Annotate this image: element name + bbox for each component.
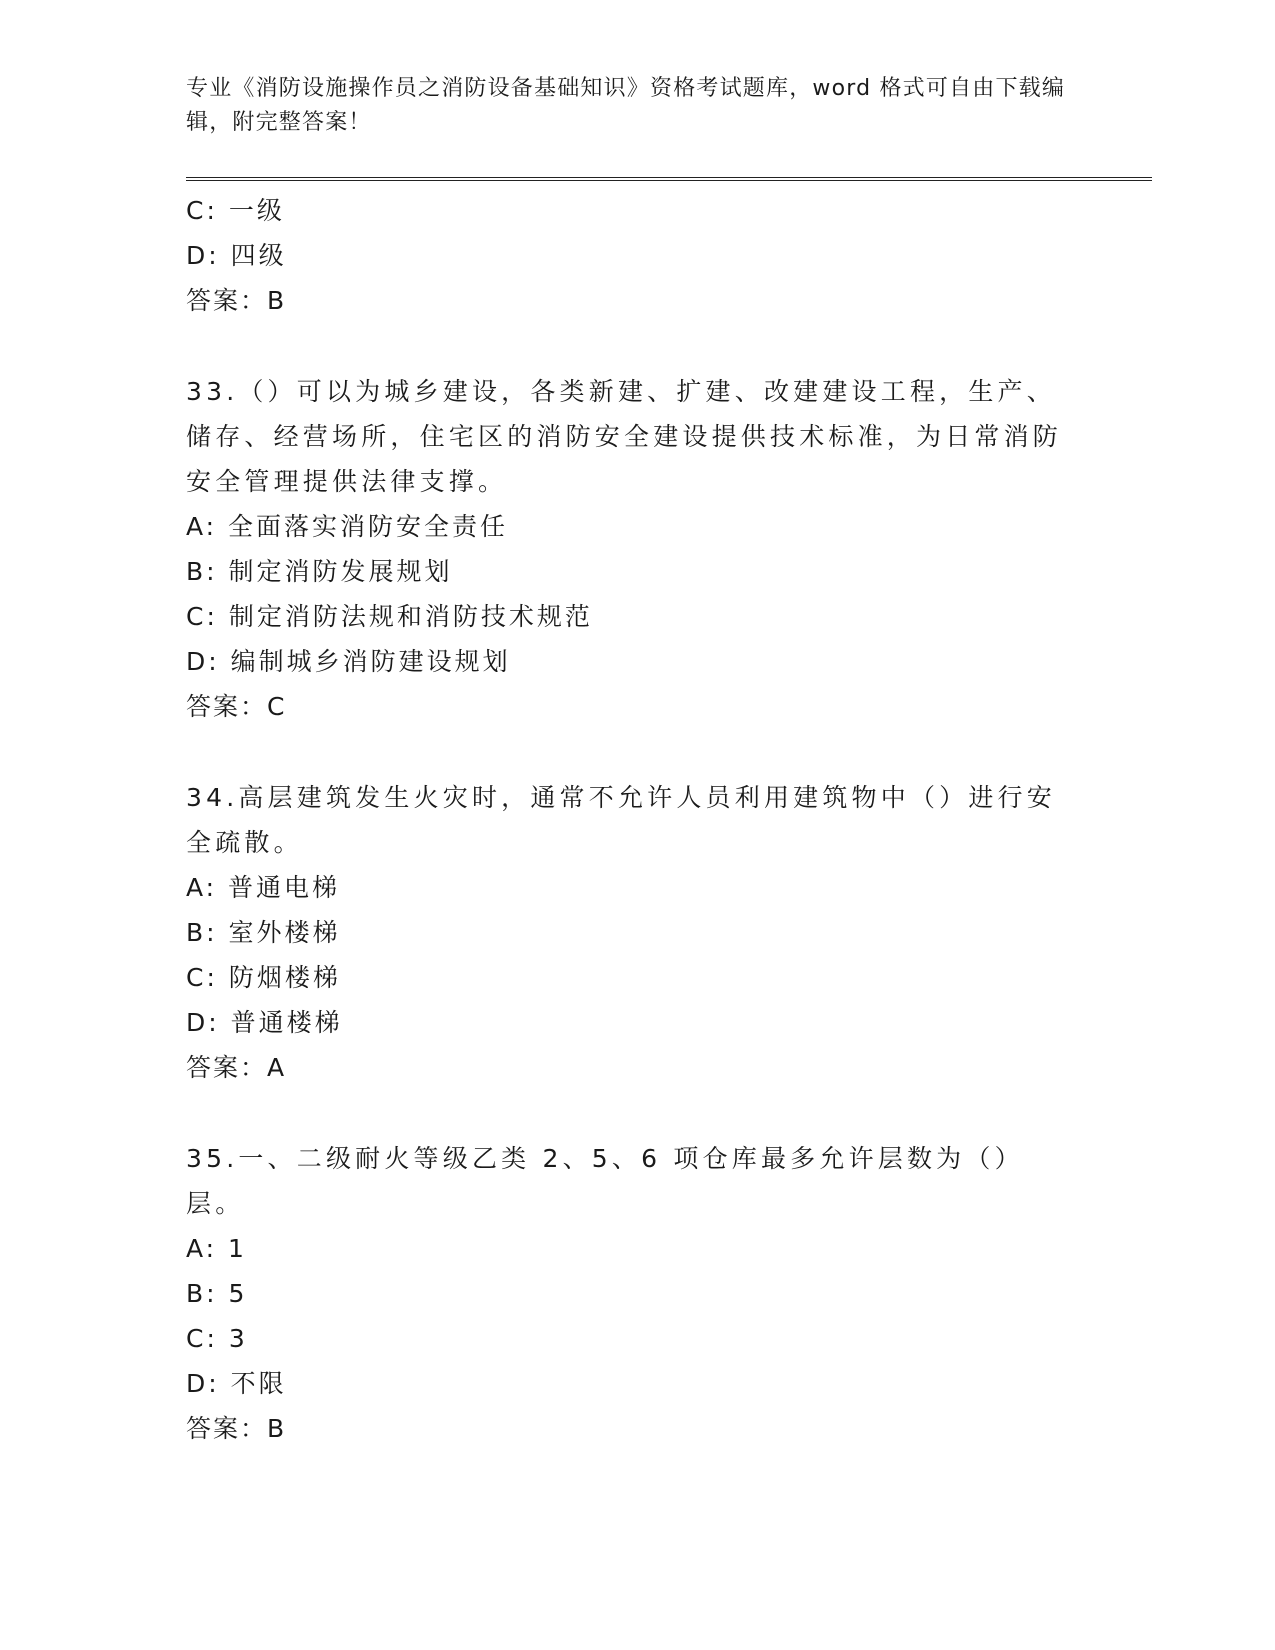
- question-text: 35.一、二级耐火等级乙类 2、5、6 项仓库最多允许层数为（）层。: [186, 1144, 1024, 1218]
- document-header: 专业《消防设施操作员之消防设备基础知识》资格考试题库，word 格式可自由下载编辑，附完整答案！: [186, 76, 1066, 135]
- option-d: D: 编制城乡消防建设规划: [186, 647, 511, 676]
- option-c: C: 制定消防法规和消防技术规范: [186, 602, 593, 631]
- question-list: [186, 188, 1086, 1451]
- question-33: [186, 369, 1086, 729]
- question-text: 34.高层建筑发生火灾时，通常不允许人员利用建筑物中（）进行安全疏散。: [186, 783, 1056, 857]
- option-b: B: 5: [186, 1279, 248, 1308]
- answer: 答案：B: [186, 286, 287, 315]
- option-d: D: 四级: [186, 241, 287, 270]
- answer: 答案：C: [186, 692, 287, 721]
- question-34: [186, 775, 1086, 1090]
- answer: 答案：A: [186, 1053, 287, 1082]
- answer: 答案：B: [186, 1414, 287, 1443]
- header-divider: [186, 177, 1152, 181]
- option-b: B: 室外楼梯: [186, 918, 341, 947]
- option-d: D: 普通楼梯: [186, 1008, 343, 1037]
- option-c: C: 3: [186, 1324, 248, 1353]
- option-c: C: 一级: [186, 196, 285, 225]
- option-c: C: 防烟楼梯: [186, 963, 341, 992]
- option-a: A: 全面落实消防安全责任: [186, 512, 509, 541]
- option-a: A: 1: [186, 1234, 247, 1263]
- option-d: D: 不限: [186, 1369, 287, 1398]
- question-35: [186, 1136, 1086, 1451]
- option-a: A: 普通电梯: [186, 873, 341, 902]
- question-text: 33.（）可以为城乡建设，各类新建、扩建、改建建设工程，生产、储存、经营场所，住宅区的消防安全建设提供技术标准，为日常消防安全管理提供法律支撑。: [186, 377, 1063, 496]
- option-b: B: 制定消防发展规划: [186, 557, 453, 586]
- previous-question-tail: [186, 188, 1086, 323]
